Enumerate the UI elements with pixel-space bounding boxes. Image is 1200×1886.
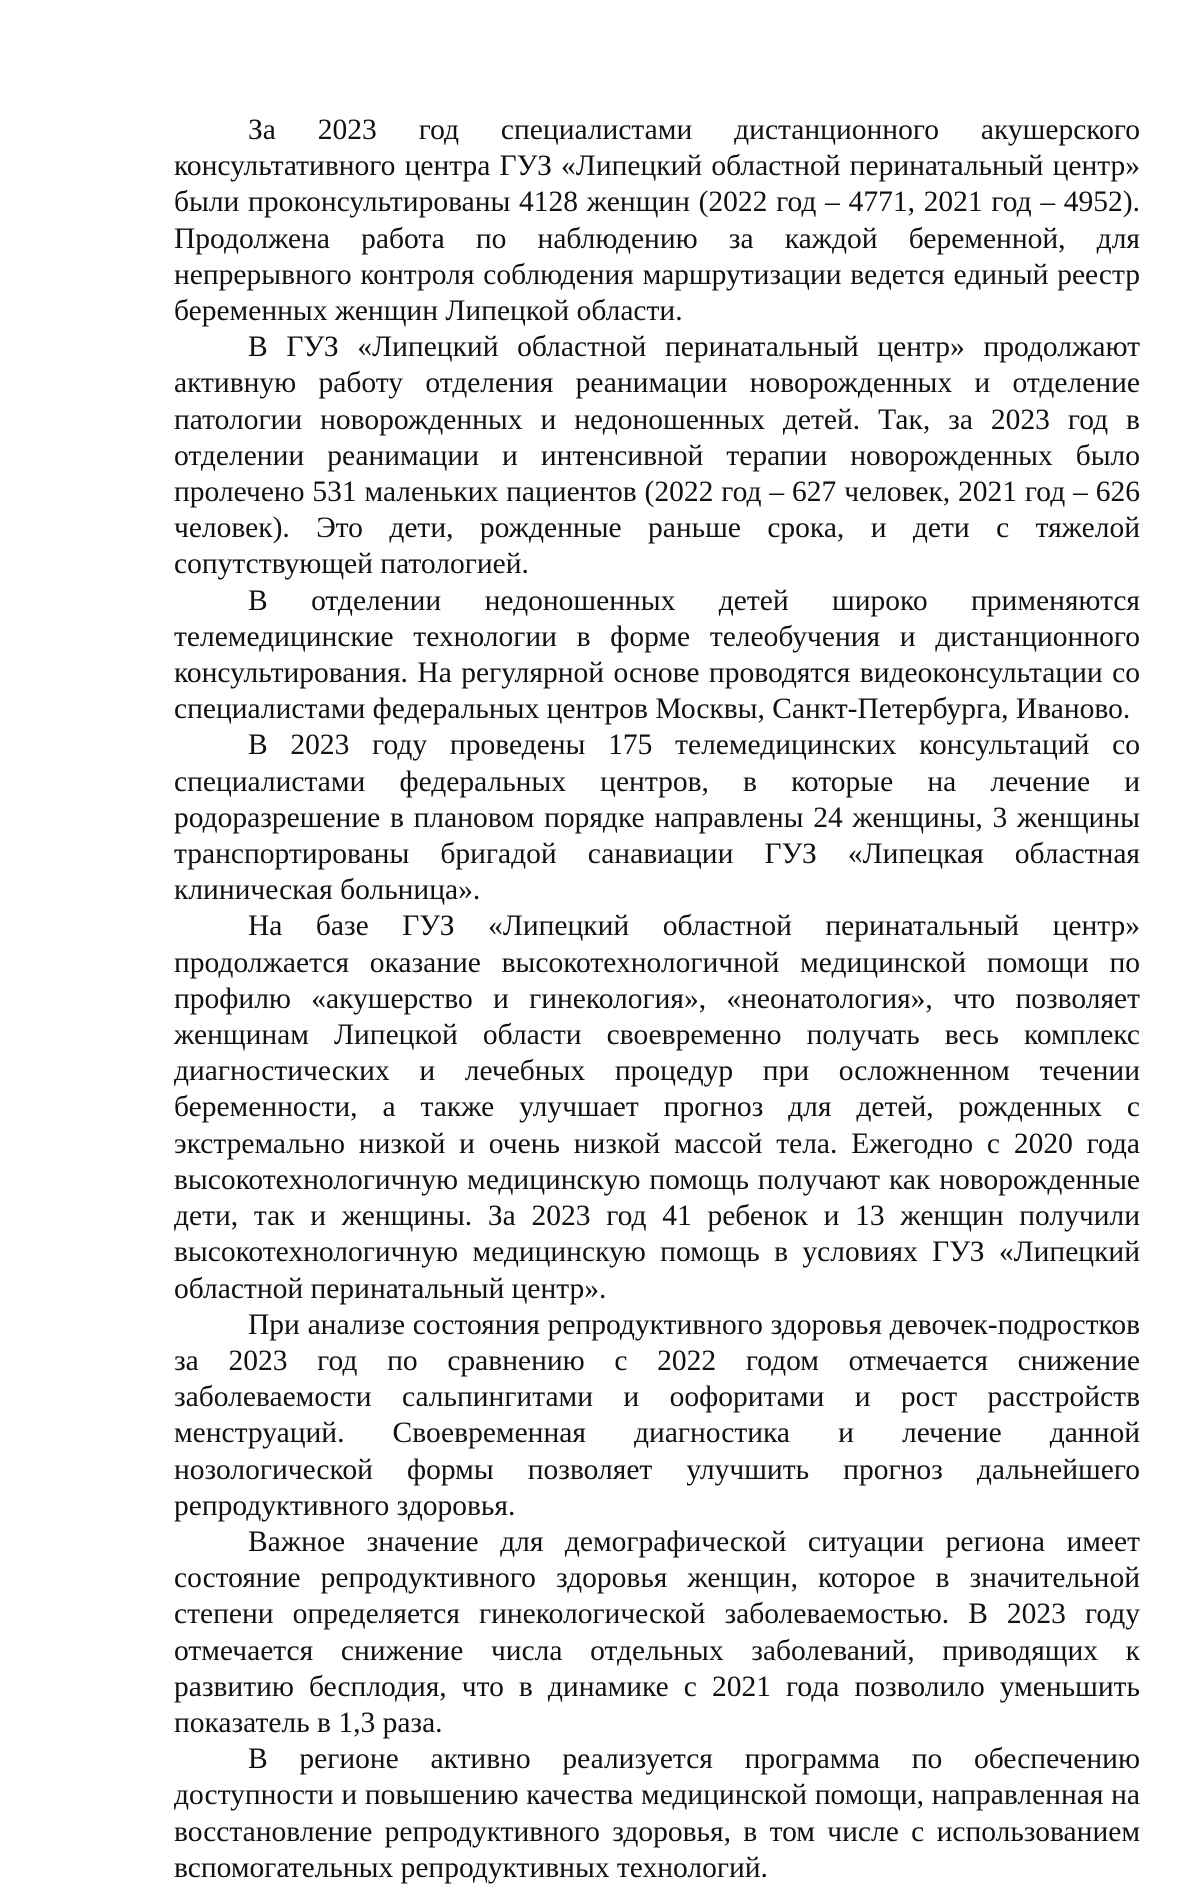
paragraph-adolescent-health: При анализе состояния репродуктивного здоровья девочек-подростков за 2023 год по сравнению с 2022 годом отмечается снижение заболеваемости сальпингитами и оофоритами и рост расстройств менструаций. Своевременная диагностика и лечение данной нозологической формы позволяет улучшить прогноз дальнейшего репродуктивного здоровья. (174, 1308, 1140, 1522)
paragraph-reproductive-program: В регионе активно реализуется программа по обеспечению доступности и повышению качества медицинской помощи, направленная на восстановление репродуктивного здоровья, в том числе с использованием вспомогательных репродуктивных технологий. (174, 1743, 1140, 1884)
paragraph-consultative-center: За 2023 год специалистами дистанционного акушерского консультативного центра ГУЗ «Липецкий областной перинатальный центр» были проконсультированы 4128 женщин (2022 год – 4771, 2021 год – 4952). Продолжена работа по наблюдению за каждой беременной, для непрерывного контроля соблюдения маршрутизации ведется единый реестр беременных женщин Липецкой области. (174, 114, 1140, 328)
paragraph-gynecological-morbidity: Важное значение для демографической ситуации региона имеет состояние репродуктивного здоровья женщин, которое в значительной степени определяется гинекологической заболеваемостью. В 2023 году отмечается снижение числа отдельных заболеваний, приводящих к развитию бесплодия, что в динамике с 2021 года позволило уменьшить показатель в 1,3 раза. (174, 1525, 1140, 1739)
paragraph-neonatal-intensive-care: В ГУЗ «Липецкий областной перинатальный центр» продолжают активную работу отделения реанимации новорожденных и отделение патологии новорожденных и недоношенных детей. Так, за 2023 год в отделении реанимации и интенсивной терапии новорожденных было пролечено 531 маленьких пациентов (2022 год – 627 человек, 2021 год – 626 человек). Это дети, рожденные раньше срока, и дети с тяжелой сопутствующей патологией. (174, 331, 1140, 581)
document-page (174, 112, 1140, 1886)
paragraph-telemedicine-consultations: В 2023 году проведены 175 телемедицинских консультаций со специалистами федеральных центров, в которые на лечение и родоразрешение в плановом порядке направлены 24 женщины, 3 женщины транспортированы бригадой санавиации ГУЗ «Липецкая областная клиническая больница». (174, 729, 1140, 907)
paragraph-telemedicine-technologies: В отделении недоношенных детей широко применяются телемедицинские технологии в форме телеобучения и дистанционного консультирования. На регулярной основе проводятся видеоконсультации со специалистами федеральных центров Москвы, Санкт-Петербурга, Иваново. (174, 584, 1140, 726)
paragraph-high-tech-care: На базе ГУЗ «Липецкий областной перинатальный центр» продолжается оказание высокотехнологичной медицинской помощи по профилю «акушерство и гинекология», «неонатология», что позволяет женщинам Липецкой области своевременно получать весь комплекс диагностических и лечебных процедур при осложненном течении беременности, а также улучшает прогноз для детей, рожденных с экстремально низкой и очень низкой массой тела. Ежегодно с 2020 года высокотехнологичную медицинскую помощь получают как новорожденные дети, так и женщины. За 2023 год 41 ребенок и 13 женщин получили высокотехнологичную медицинскую помощь в условиях ГУЗ «Липецкий областной перинатальный центр». (174, 910, 1140, 1305)
